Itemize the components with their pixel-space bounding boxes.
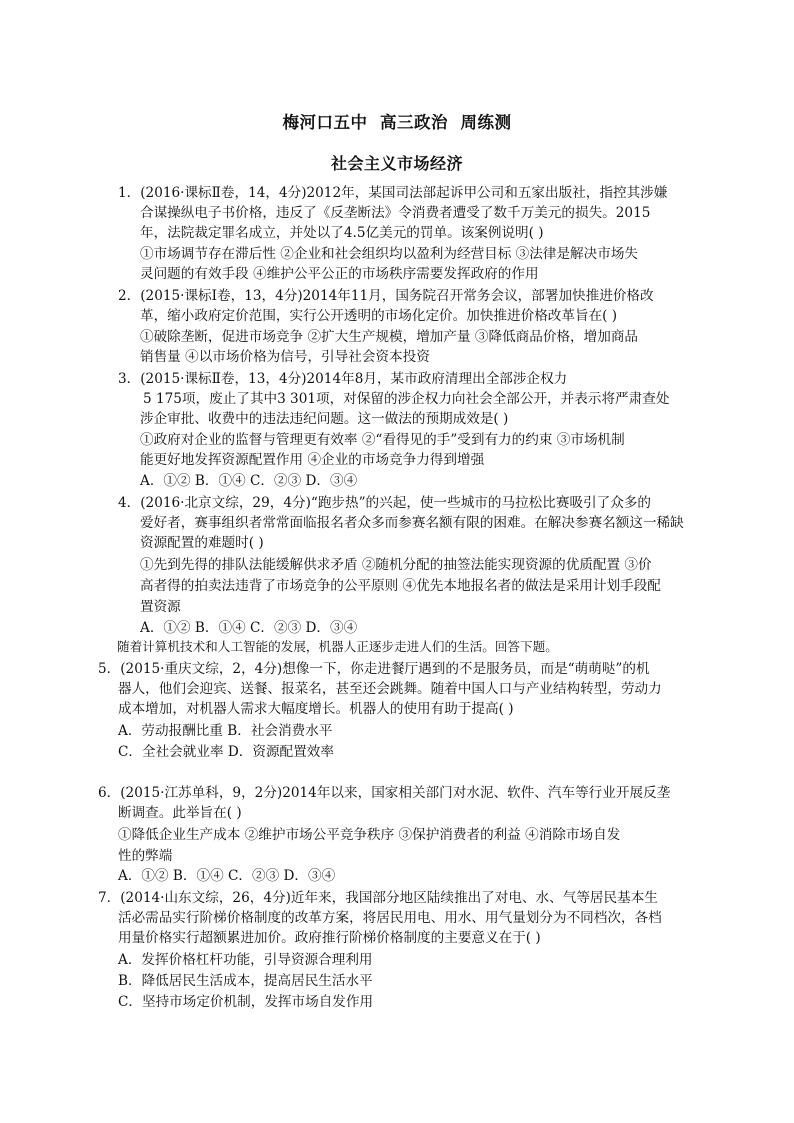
text-line: B．降低居民生活成本，提高居民生活水平 (118, 973, 373, 989)
text-line: 6．(2015·江苏单科，9，2分)2014年以来，国家相关部门对水泥、软件、汽车等行业开展反垄 (98, 785, 671, 801)
text-line: 性的弊端 (118, 848, 173, 864)
text-line: 器人，他们会迎宾、送餐、报菜名，甚至还会跳舞。随着中国人口与产业结构转型，劳动力 (118, 681, 662, 697)
text-line: 7．(2014·山东文综，26，4分)近年来，我国部分地区陆续推出了对电、水、气等居民基本生 (98, 890, 658, 906)
text-line: C．坚持市场定价机制，发挥市场自发作用 (118, 994, 374, 1010)
text-line: A．劳动报酬比重 B．社会消费水平 (118, 723, 333, 739)
text-line: ①先到先得的排队法能缓解供求矛盾 ②随机分配的抽签法能实现资源的优质配置 ③价 (140, 557, 652, 573)
text-line: 2．(2015·课标Ⅰ卷，13，4分)2014年11月，国务院召开常务会议，部署加快推进价格改 (118, 288, 654, 304)
text-line: A．①② B．①④ C．②③ D．③④ (140, 620, 358, 636)
text-line: 销售量 ④以市场价格为信号，引导社会资本投资 (140, 349, 430, 365)
text-line: 革，缩小政府定价范围，实行公开透明的市场化定价。加快推进价格改革旨在( ) (140, 308, 618, 324)
page-subtitle: 社会主义市场经济 (330, 154, 463, 173)
text-line: 断调查。此举旨在( ) (118, 805, 242, 821)
text-line: A．①② B．①④ C．②③ D．③④ (140, 473, 358, 489)
text-line: 能更好地发挥资源配置作用 ④企业的市场竞争力得到增强 (140, 452, 485, 468)
text-line: 合谋操纵电子书价格，违反了《反垄断法》令消费者遭受了数千万美元的损失。2015 (140, 205, 651, 221)
text-line: 灵问题的有效手段 ④维护公平公正的市场秩序需要发挥政府的作用 (140, 266, 539, 282)
text-line: 3．(2015·课标Ⅱ卷，13，4分)2014年8月，某市政府清理出全部涉企权力 (118, 371, 568, 387)
text-line: A．①② B．①④ C．②③ D．③④ (118, 868, 336, 884)
text-line: 涉企审批、收费中的违法违纪问题。这一做法的预期成效是( ) (140, 411, 509, 427)
text-line: C．全社会就业率 D．资源配置效率 (118, 744, 334, 760)
text-line: ①政府对企业的监督与管理更有效率 ②“看得见的手”受到有力的约束 ③市场机制 (140, 432, 625, 448)
text-line: ①市场调节存在滞后性 ②企业和社会组织均以盈利为经营目标 ③法律是解决市场失 (140, 246, 639, 262)
text-line: ①破除垄断，促进市场竞争 ②扩大生产规模，增加产量 ③降低商品价格，增加商品 (140, 329, 639, 345)
text-line: 活必需品实行阶梯价格制度的改革方案，将居民用电、用水、用气量划分为不同档次，各档 (118, 910, 662, 926)
text-line: 4．(2016·北京文综，29，4分)“跑步热”的兴起，使一些城市的马拉松比赛吸引了众多的 (118, 495, 652, 511)
text-line: ①降低企业生产成本 ②维护市场公平竞争秩序 ③保护消费者的利益 ④消除市场自发 (118, 827, 621, 843)
text-line: 资源配置的难题时( ) (140, 535, 264, 551)
text-line: A．发挥价格杠杆功能，引导资源合理利用 (118, 952, 373, 968)
text-line: 成本增加，对机器人需求大幅度增长。机器人的使用有助于提高( ) (118, 701, 514, 717)
text-line: 随着计算机技术和人工智能的发展，机器人正逐步走进人们的生活。回答下题。 (117, 639, 558, 654)
text-line: 1．(2016·课标Ⅱ卷，14，4分)2012年，某国司法部起诉甲公司和五家出版社，指控其涉嫌 (118, 185, 668, 201)
text-line: 高者得的拍卖法违背了市场竞争的公平原则 ④优先本地报名者的做法是采用计划手段配 (140, 578, 661, 594)
text-line: 年，法院裁定罪名成立，并处以了4.5亿美元的罚单。该案例说明( ) (140, 225, 544, 241)
text-line: 置资源 (140, 599, 181, 615)
text-line: 用量价格实行超额累进加价。政府推行阶梯价格制度的主要意义在于( ) (118, 930, 541, 946)
text-line: 5．(2015·重庆文综，2，4分)想像一下，你走进餐厅遇到的不是服务员，而是“萌萌哒”的机 (98, 661, 650, 677)
text-line: 5 175项，废止了其中3 301项，对保留的涉企权力向社会全部公开，并表示将严肃查处 (143, 391, 670, 407)
page-title: 梅河口五中 高三政治 周练测 (282, 113, 512, 132)
text-line: 爱好者，赛事组织者常常面临报名者众多而参赛名额有限的困难。在解决参赛名额这一稀缺 (140, 515, 684, 531)
